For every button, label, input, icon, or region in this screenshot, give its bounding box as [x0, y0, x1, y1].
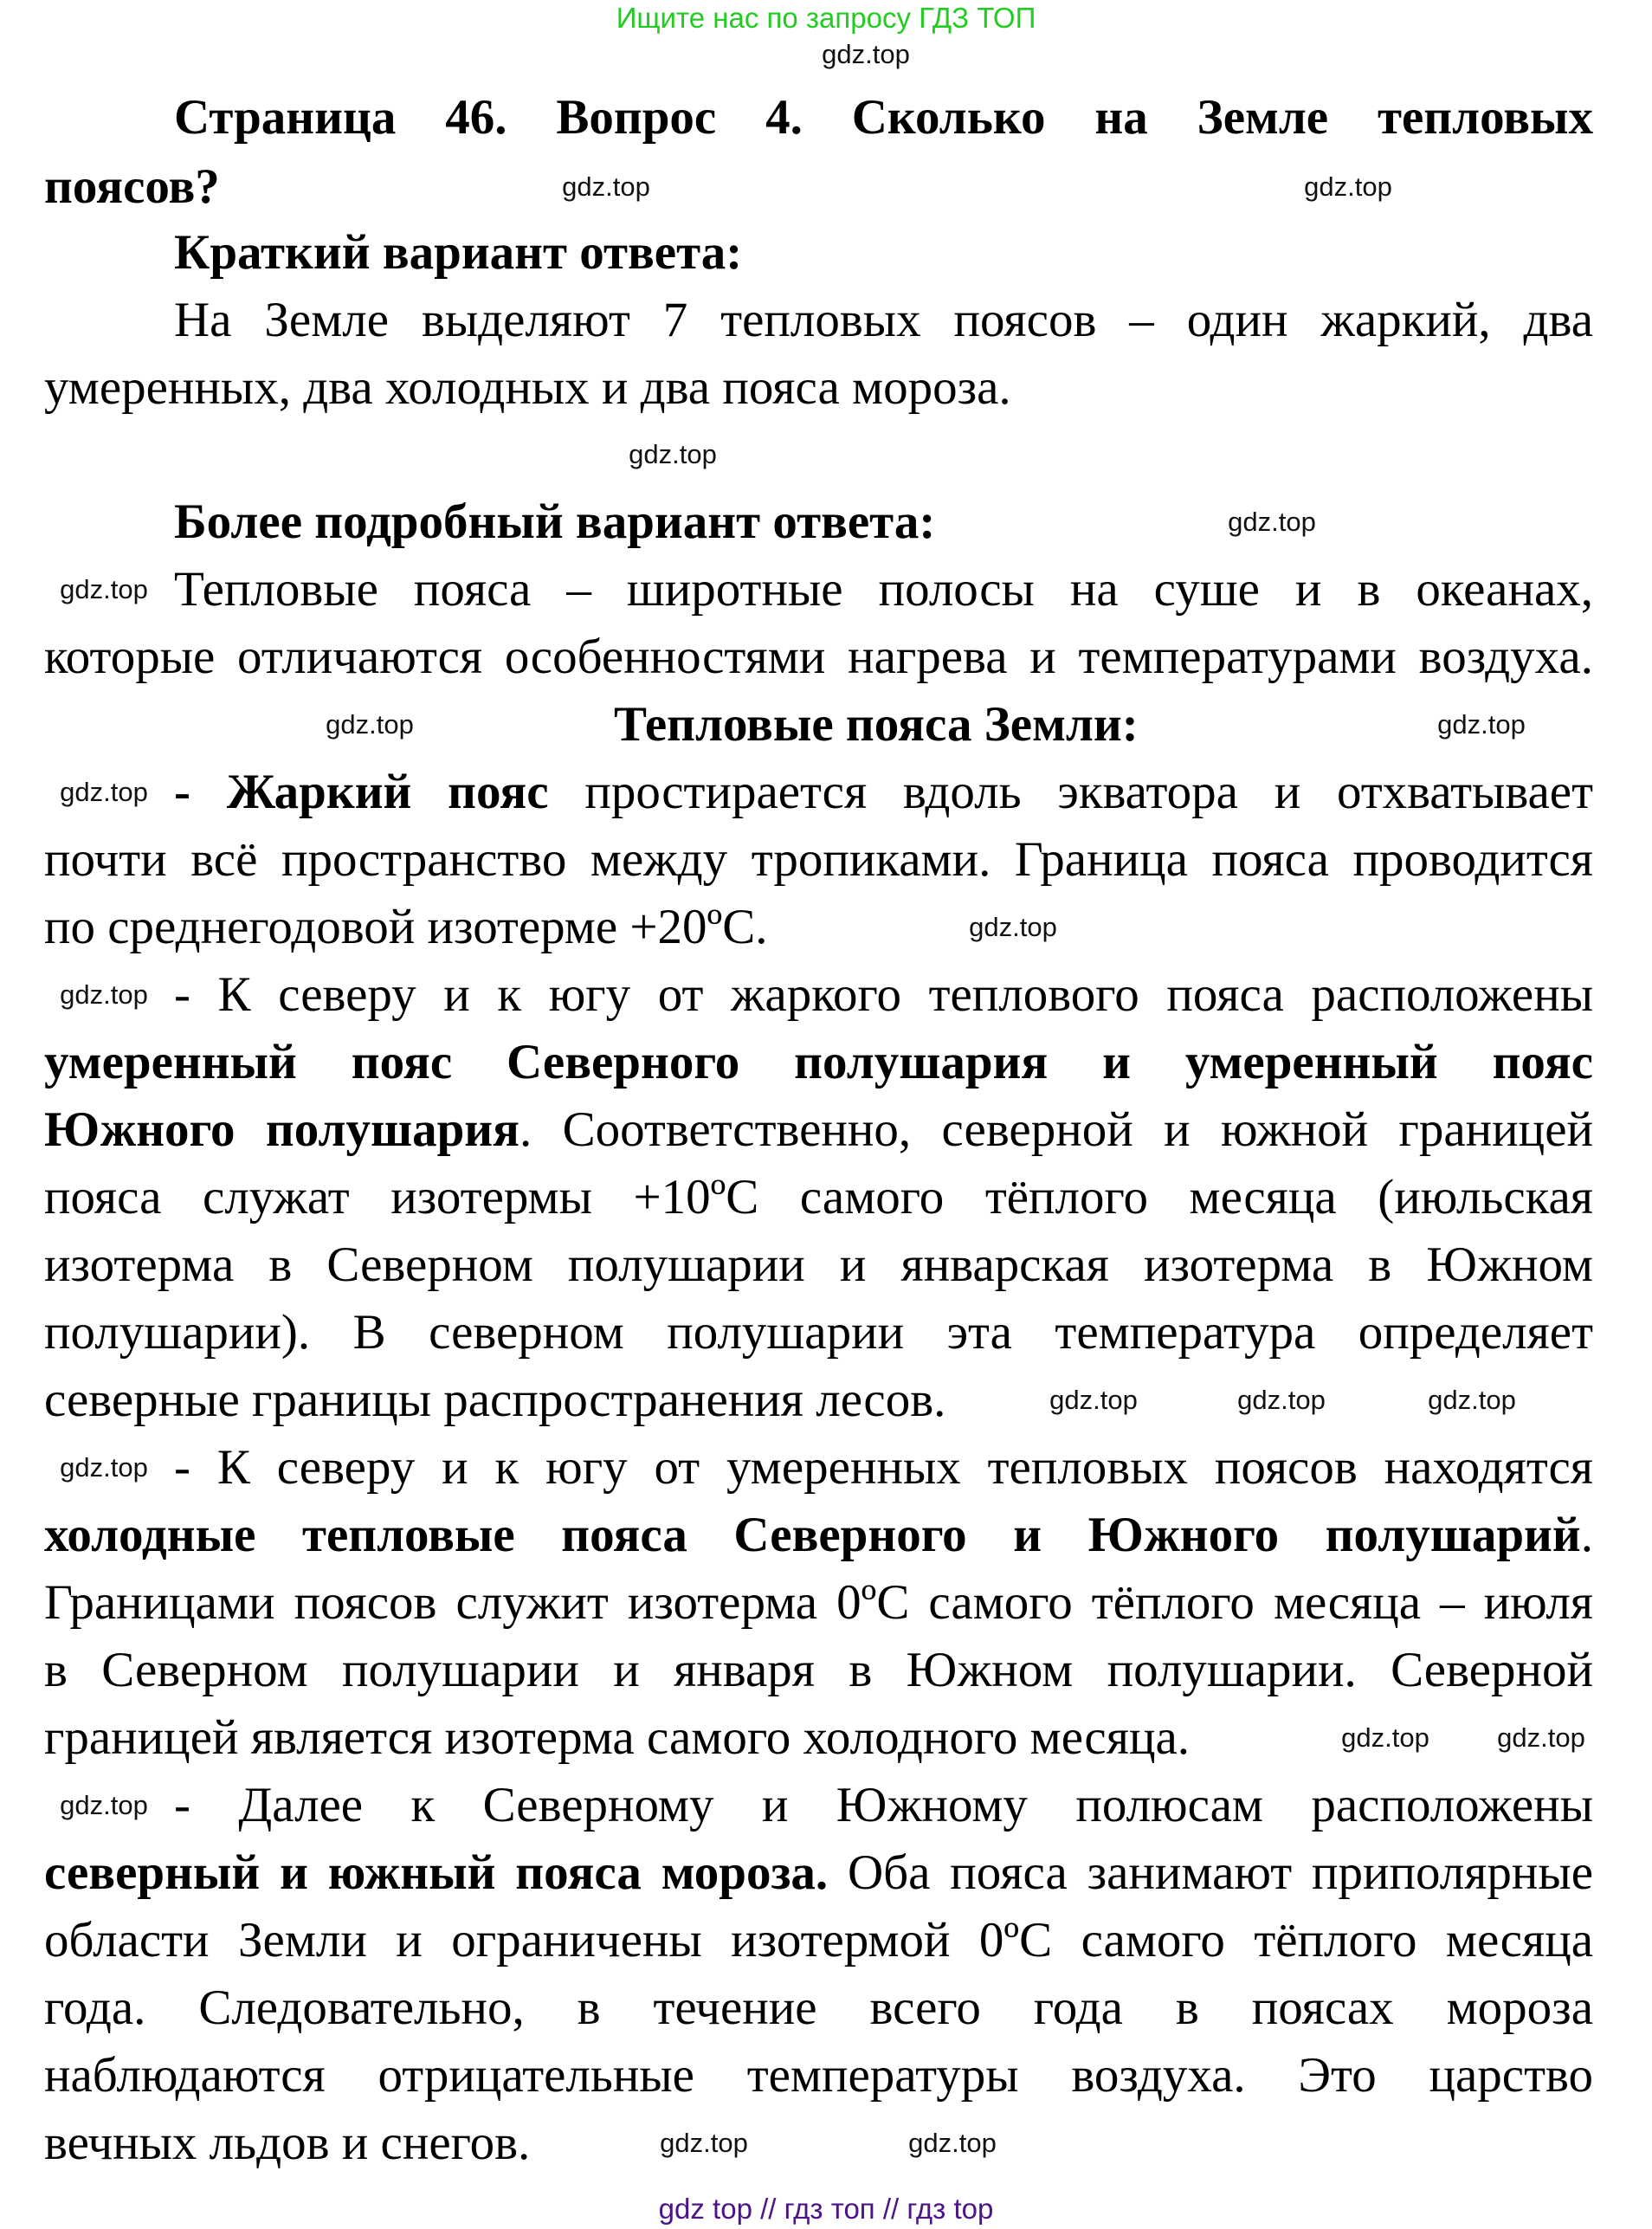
text: года. Следовательно, в течение всего года в поясах мороза — [44, 1980, 1593, 2035]
footer-banner: gdz top // гдз топ // гдз top — [658, 2193, 994, 2225]
watermark: gdz.top — [1228, 507, 1316, 537]
text: в Северном полушарии и января в Южном полушарии. Северной — [44, 1643, 1593, 1697]
text-line — [44, 1839, 1593, 1907]
text-line — [44, 354, 1011, 422]
text: северные границы распространения лесов. — [44, 1373, 946, 1427]
watermark: gdz.top — [969, 912, 1057, 942]
text: границей является изотерма самого холодного месяца. — [44, 1710, 1190, 1765]
watermark: gdz.top — [660, 2128, 748, 2158]
bold-text: Южного полушария — [44, 1102, 519, 1157]
text-line — [44, 2109, 530, 2177]
text-line — [44, 1569, 1593, 1637]
text: Тепловые пояса – широтные полосы на суше и в океанах, — [174, 562, 1593, 617]
watermark: gdz.top — [1341, 1722, 1429, 1753]
text: области Земли и ограничены изотермой 0ºС самого тёплого месяца — [44, 1913, 1593, 1967]
text: - К северу и к югу от жаркого теплового пояса расположены — [174, 967, 1593, 1022]
bold-text: северный и южный пояса мороза. — [44, 1845, 829, 1900]
bold-text: Краткий вариант ответа: — [174, 225, 743, 280]
text: простирается вдоль экватора и отхватывает — [548, 765, 1594, 819]
watermark: gdz.top — [1428, 1385, 1516, 1415]
bold-text: поясов? — [44, 159, 220, 214]
text-line — [174, 84, 1593, 152]
text-line — [44, 1029, 1593, 1096]
bold-text: - Жаркий пояс — [174, 765, 549, 819]
text-line — [174, 961, 1593, 1029]
text-line — [44, 1096, 1593, 1164]
text-line — [614, 691, 1139, 759]
text: - К северу и к югу от умеренных тепловых поясов находятся — [174, 1440, 1593, 1495]
text-line — [44, 1231, 1593, 1299]
text-line — [174, 219, 742, 287]
text-line — [44, 1299, 1593, 1366]
text: пояса служат изотермы +10ºС самого тёплого месяца (июльская — [44, 1170, 1593, 1224]
text-line — [44, 1704, 1190, 1772]
text-line — [44, 826, 1593, 894]
watermark: gdz.top — [908, 2128, 997, 2158]
bold-text: холодные тепловые пояса Северного и Южного полушарий — [44, 1508, 1581, 1562]
watermark: gdz.top — [60, 574, 148, 604]
text-line — [44, 894, 768, 961]
text-line — [44, 1502, 1593, 1569]
text: вечных льдов и снегов. — [44, 2116, 531, 2170]
bold-text: Страница 46. Вопрос 4. Сколько на Земле тепловых — [174, 90, 1593, 145]
text-line — [174, 556, 1593, 623]
text: . — [1580, 1508, 1593, 1562]
search-banner: Ищите нас по запросу ГДЗ ТОП — [616, 2, 1036, 34]
watermark: gdz.top — [1049, 1385, 1138, 1415]
text-line — [174, 488, 935, 556]
text: которые отличаются особенностями нагрева и температурами воздуха. — [44, 630, 1593, 684]
watermark: gdz.top — [822, 39, 910, 69]
text-line — [174, 759, 1593, 826]
text: по среднегодовой изотерме +20ºС. — [44, 900, 768, 954]
text-line — [44, 623, 1593, 691]
bold-text: Более подробный вариант ответа: — [174, 494, 936, 549]
watermark: gdz.top — [1304, 171, 1392, 202]
watermark: gdz.top — [60, 1790, 148, 1820]
text: умеренных, два холодных и два пояса мороза. — [44, 360, 1011, 415]
watermark: gdz.top — [60, 777, 148, 807]
bold-text: умеренный пояс Северного полушария и умеренный пояс — [44, 1035, 1593, 1089]
text-line — [44, 1637, 1593, 1704]
text-line — [44, 153, 220, 221]
text: - Далее к Северному и Южному полюсам расположены — [174, 1778, 1593, 1832]
text: Границами поясов служит изотерма 0ºС самого тёплого месяца – июля — [44, 1575, 1593, 1630]
bold-text: Тепловые пояса Земли: — [614, 697, 1139, 752]
text-line — [174, 287, 1593, 354]
text-line — [44, 1974, 1593, 2042]
text: изотерма в Северном полушарии и январская изотерма в Южном — [44, 1237, 1593, 1292]
text-line — [44, 1366, 945, 1434]
text: почти всё пространство между тропиками. Граница пояса проводится — [44, 832, 1593, 887]
watermark: gdz.top — [562, 171, 650, 202]
watermark: gdz.top — [1437, 709, 1526, 740]
text: Оба пояса занимают приполярные — [828, 1845, 1593, 1900]
text: полушарии). В северном полушарии эта температура определяет — [44, 1305, 1593, 1360]
watermark: gdz.top — [60, 1452, 148, 1483]
text: На Земле выделяют 7 тепловых поясов – один жаркий, два — [174, 293, 1593, 347]
watermark: gdz.top — [326, 709, 414, 740]
text-line — [174, 1772, 1593, 1839]
watermark: gdz.top — [60, 979, 148, 1010]
text: наблюдаются отрицательные температуры воздуха. Это царство — [44, 2048, 1593, 2103]
text-line — [44, 1164, 1593, 1231]
watermark: gdz.top — [629, 439, 717, 469]
text: . Соответственно, северной и южной границей — [519, 1102, 1593, 1157]
watermark: gdz.top — [1497, 1722, 1585, 1753]
watermark: gdz.top — [1237, 1385, 1326, 1415]
text-line — [44, 2042, 1593, 2109]
text-line — [44, 1907, 1593, 1974]
text-line — [174, 1434, 1593, 1502]
